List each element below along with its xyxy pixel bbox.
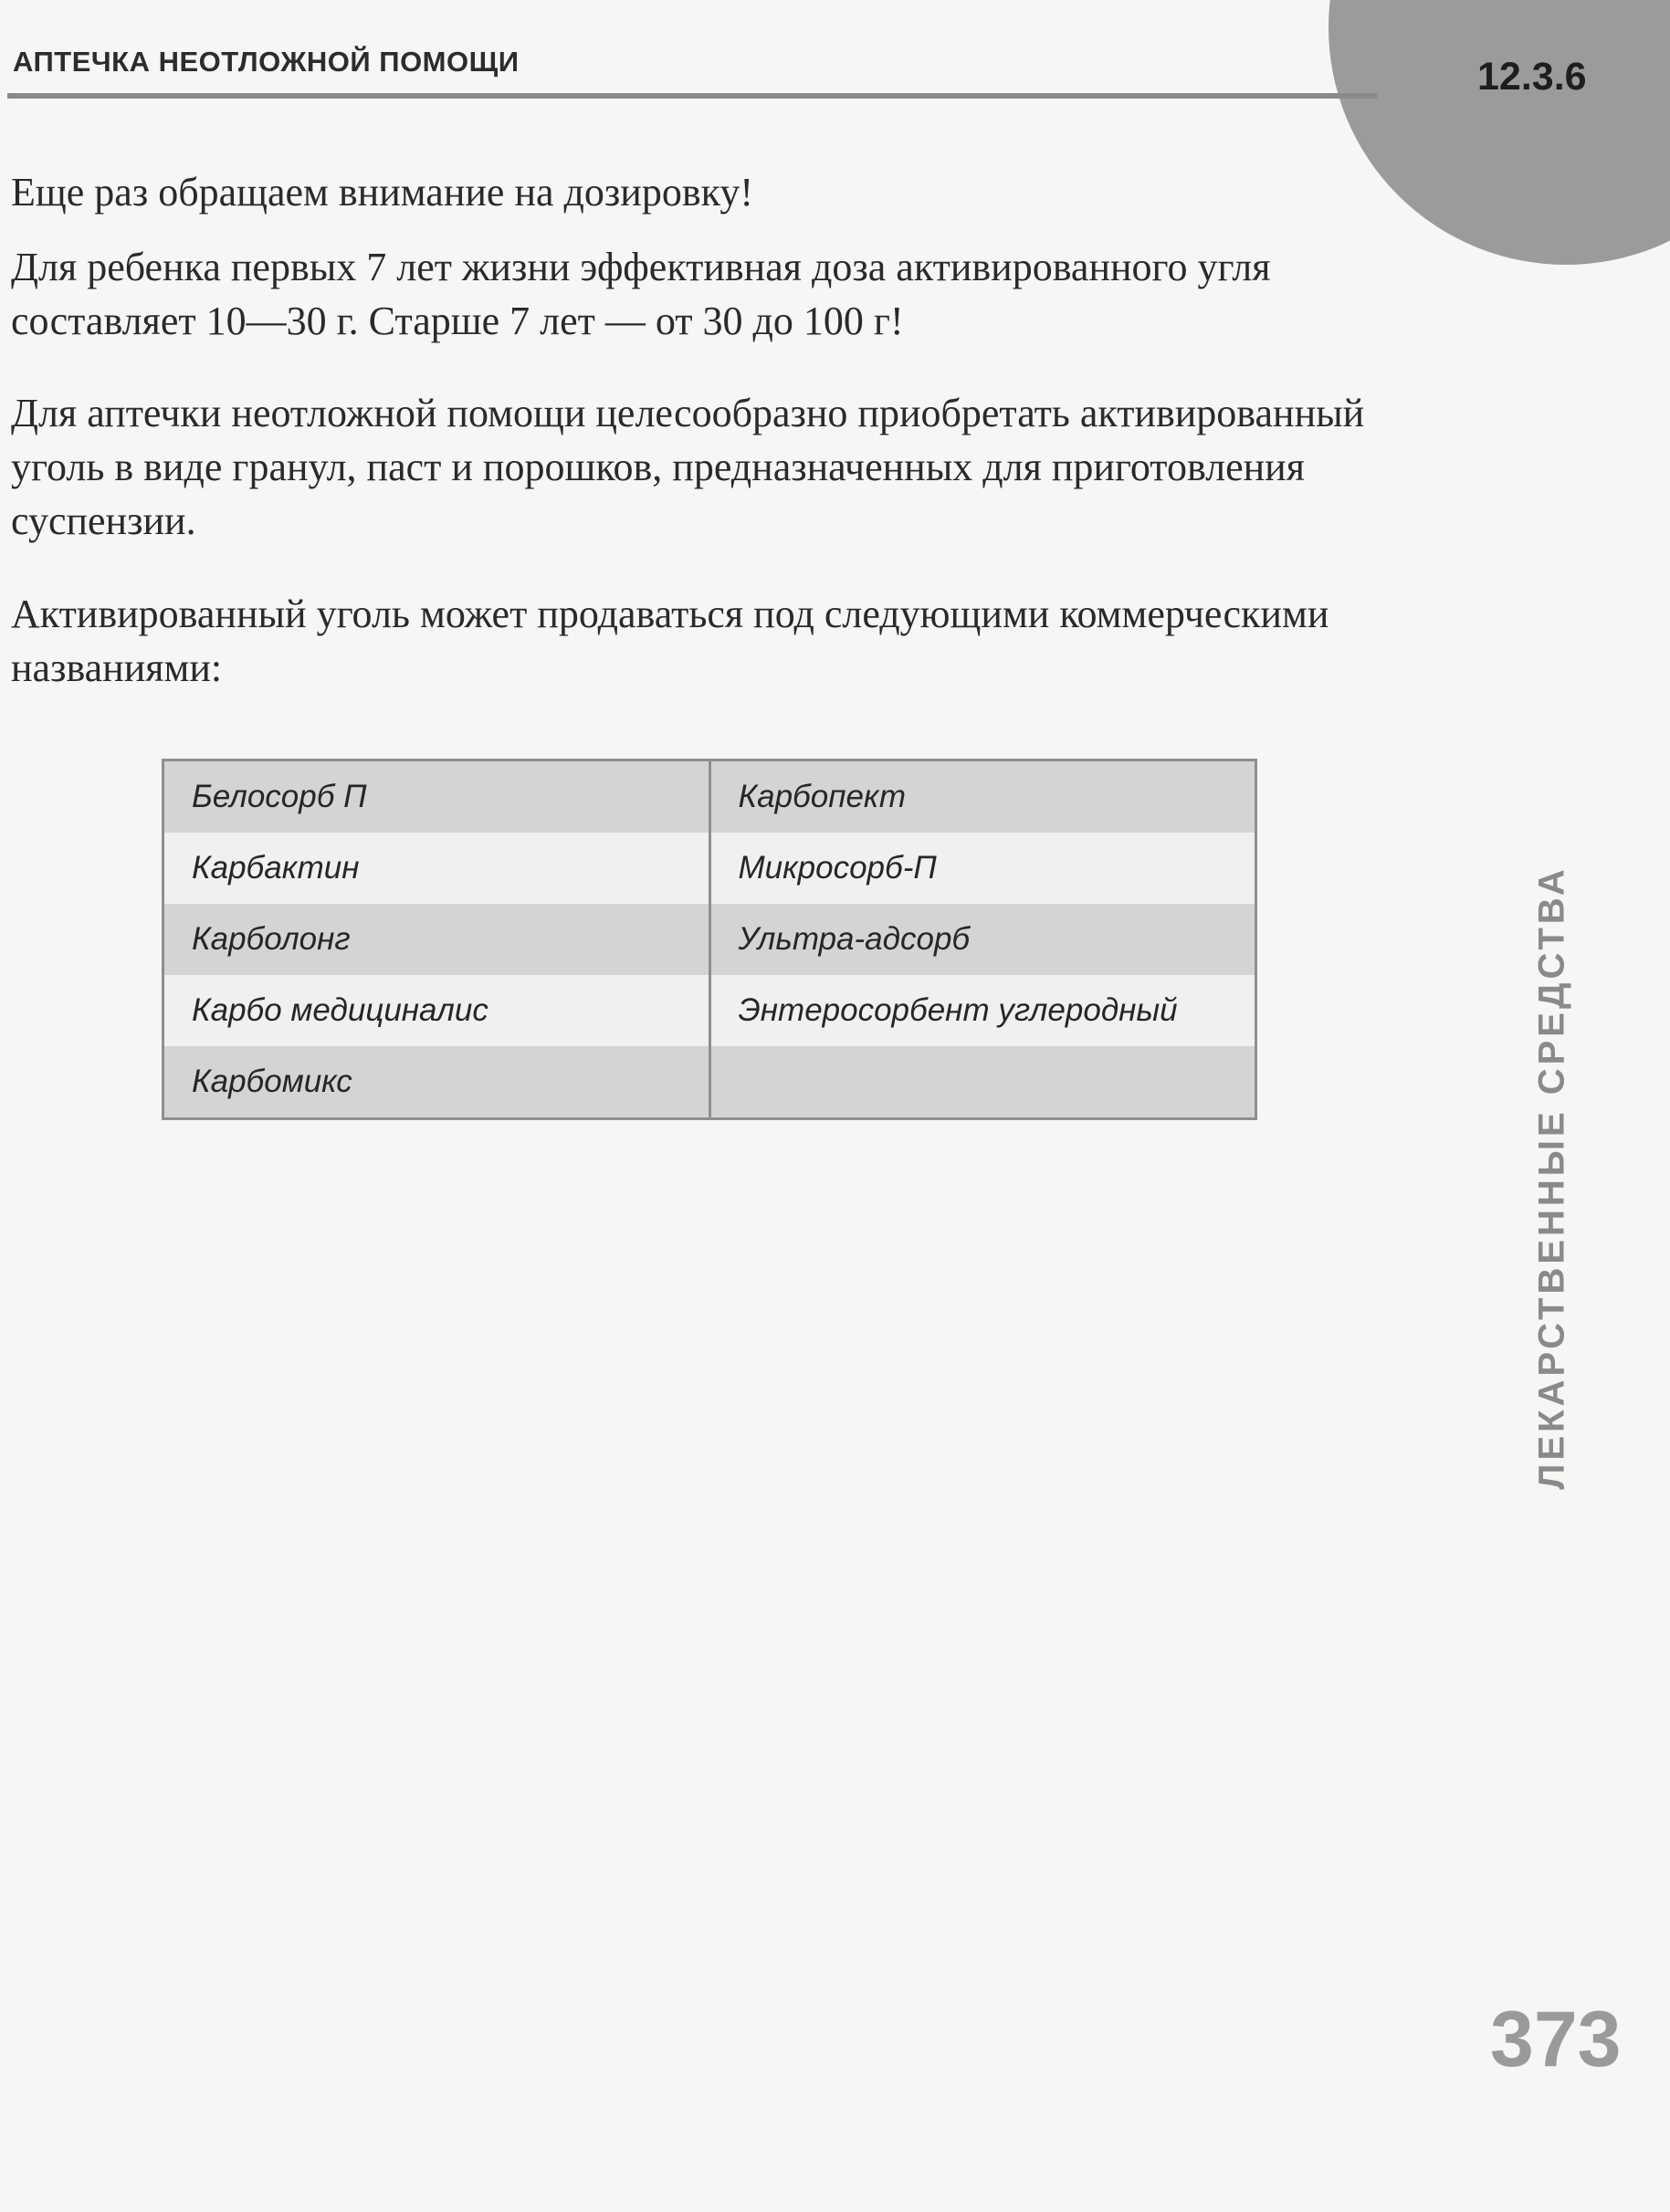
table-cell <box>709 1046 1256 1119</box>
table-cell: Белосорб П <box>163 760 710 833</box>
table-row <box>163 760 1256 833</box>
header-rule <box>7 93 1377 99</box>
corner-tab <box>1329 0 1670 265</box>
section-number: 12.3.6 <box>1477 55 1587 99</box>
table-row <box>163 904 1256 975</box>
page-number: 373 <box>1490 1996 1622 2083</box>
table-cell: Карболонг <box>163 904 710 975</box>
table-cell: Карбопект <box>709 760 1256 833</box>
table-cell: Карбо медициналис <box>163 975 710 1046</box>
table-cell: Микросорб-П <box>709 833 1256 904</box>
paragraph-dose-by-age: Для ребенка первых 7 лет жизни эффективная доза активированного угля составляет 10—30 г. Старше 7 лет — от 30 до 100 г! <box>11 245 1271 343</box>
table-row <box>163 975 1256 1046</box>
trade-names-table <box>162 759 1257 1120</box>
table-cell: Энтеросорбент углеродный <box>709 975 1256 1046</box>
table-row <box>163 833 1256 904</box>
paragraph-recommended-forms: Для аптечки неотложной помощи целесообразно приобретать активированный уголь в виде гранул, паст и порошков, предназначенных для приготовления суспензии. <box>11 391 1365 543</box>
table-cell: Карбомикс <box>163 1046 710 1119</box>
paragraph-trade-names-intro: Активированный уголь может продаваться под следующими коммерческими названиями: <box>11 592 1329 690</box>
table-cell: Карбактин <box>163 833 710 904</box>
side-section-label: ЛЕКАРСТВЕННЫЕ СРЕДСТВА <box>1531 865 1572 1490</box>
running-header-title: АПТЕЧКА НЕОТЛОЖНОЙ ПОМОЩИ <box>13 46 520 78</box>
table-row <box>163 1046 1256 1119</box>
table-cell: Ультра-адсорб <box>709 904 1256 975</box>
paragraph-dosage-note: Еще раз обращаем внимание на дозировку! <box>11 170 754 215</box>
